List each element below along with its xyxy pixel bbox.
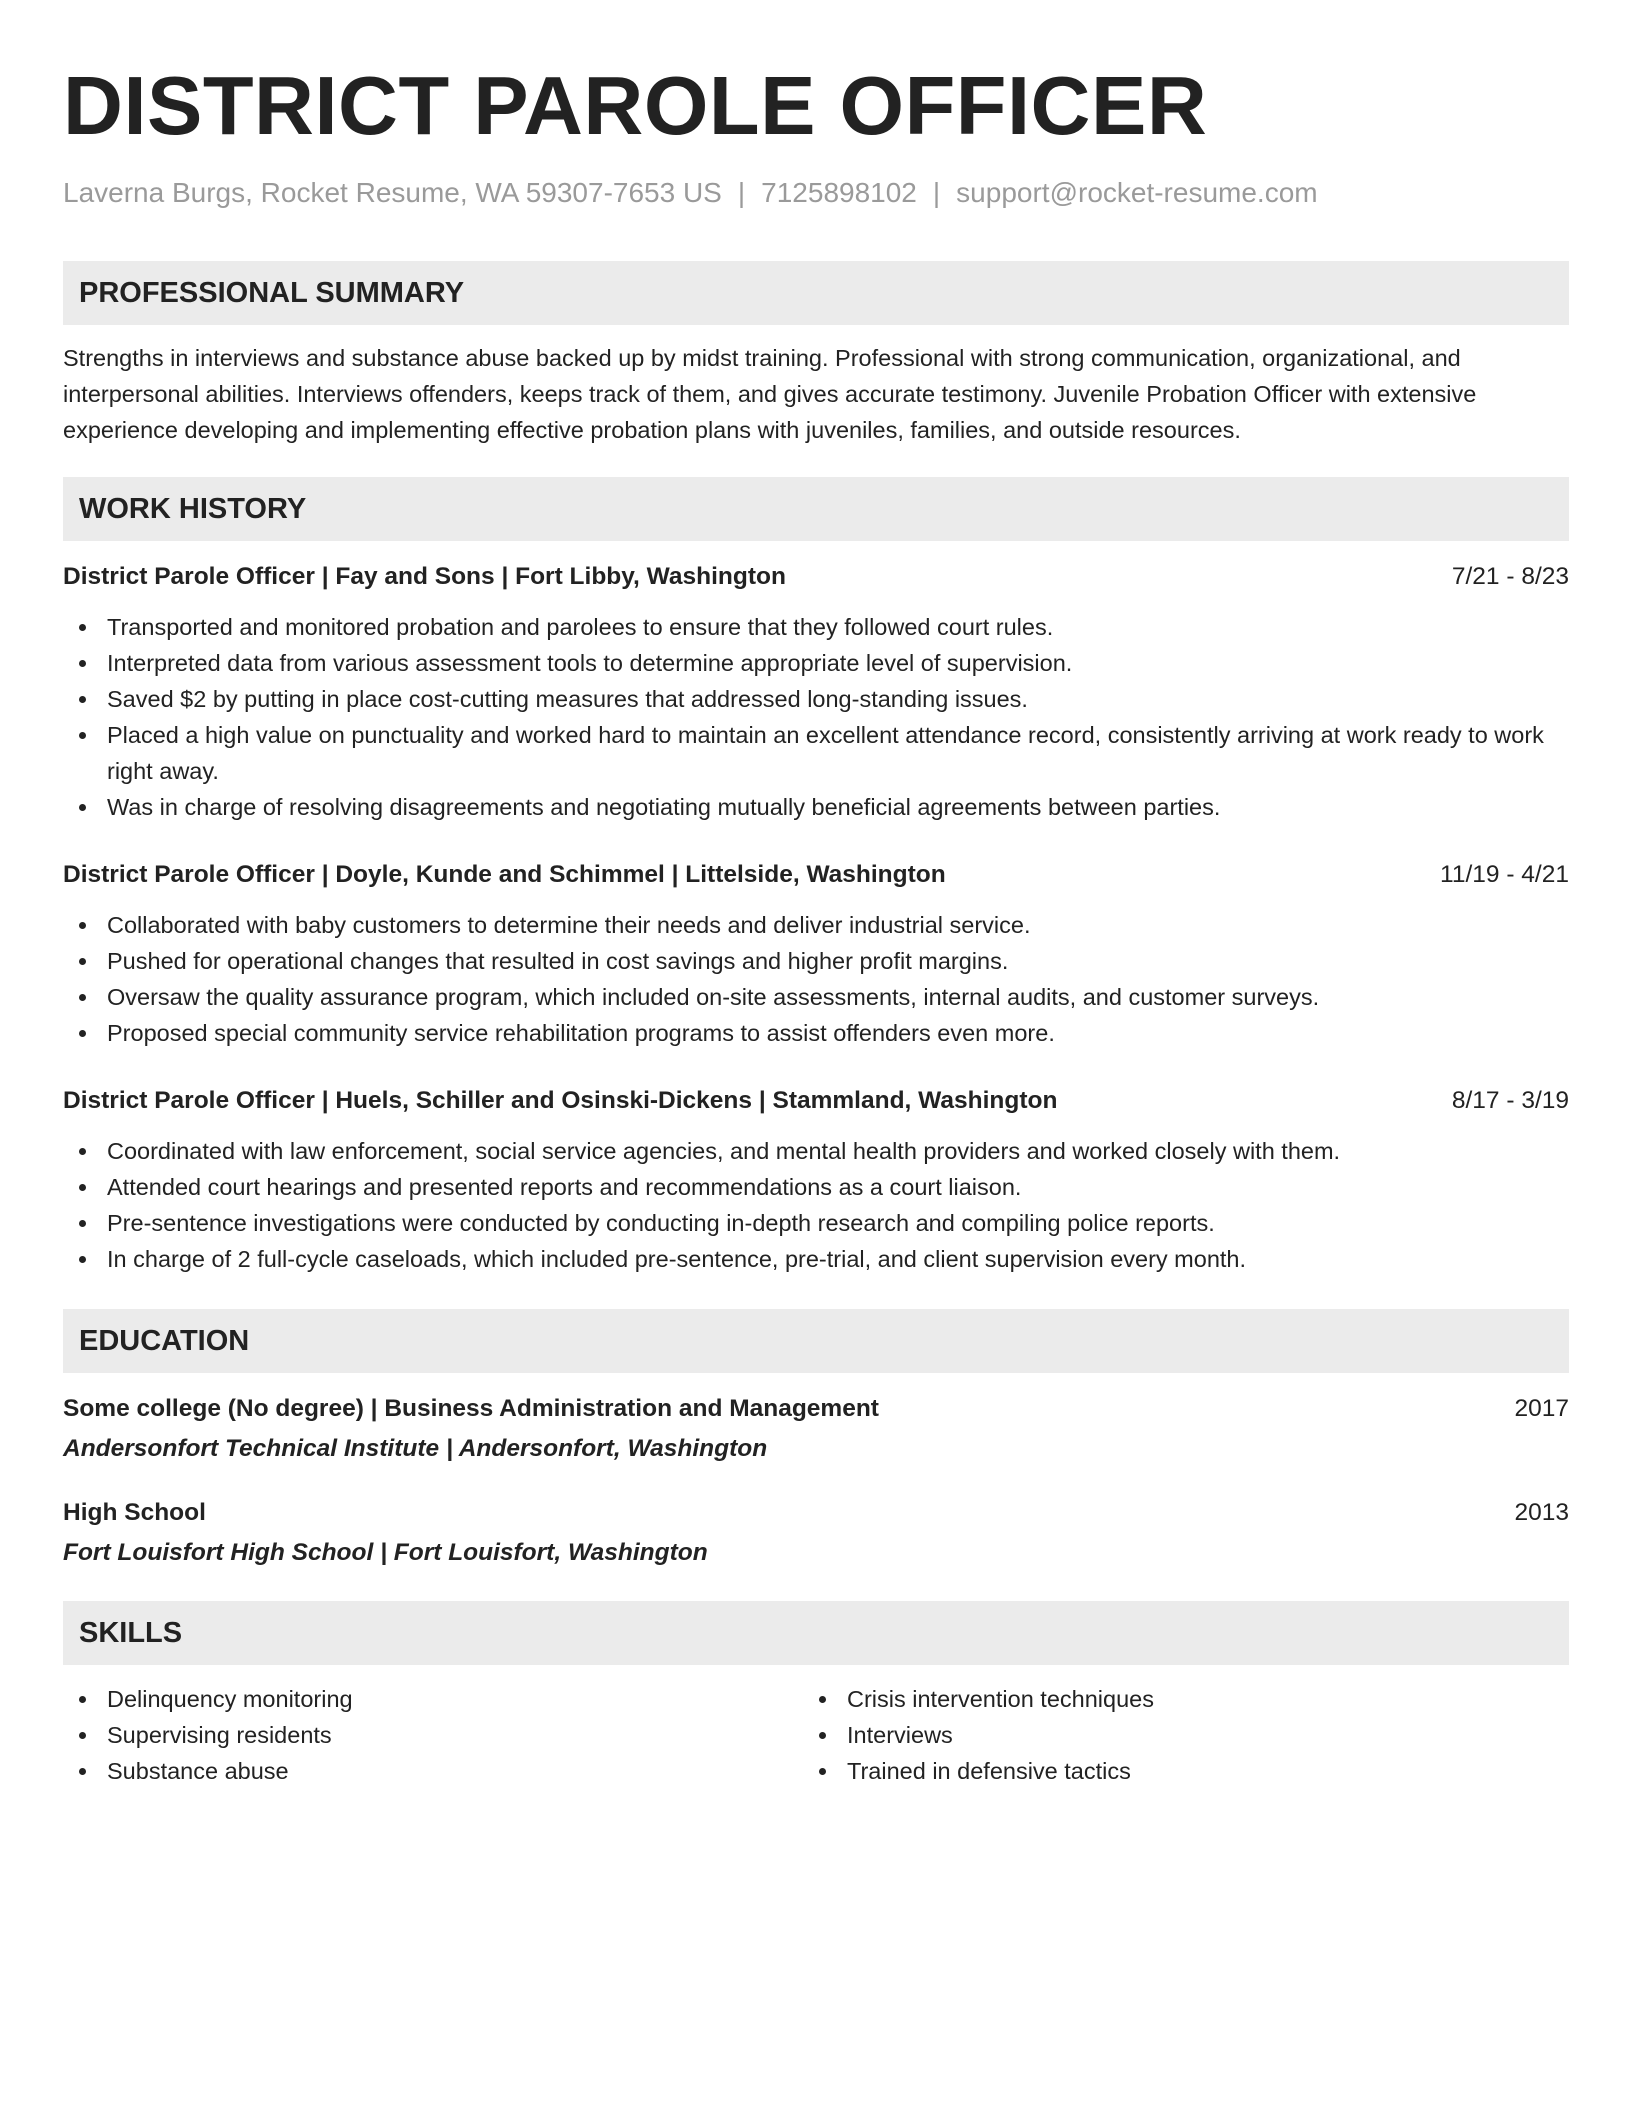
skill-text: Interviews <box>847 1722 953 1748</box>
bullet-text: Pushed for operational changes that resulted in cost savings and higher profit margins. <box>107 948 1009 974</box>
bullet-icon <box>819 1732 826 1739</box>
list-item <box>63 717 1569 789</box>
bullet-icon <box>79 732 86 739</box>
bullet-icon <box>79 696 86 703</box>
bullet-text: Coordinated with law enforcement, social service agencies, and mental health providers and worked closely with them. <box>107 1138 1341 1164</box>
job-title: District Parole Officer | Fay and Sons | Fort Libby, Washington <box>63 563 786 590</box>
job-entry <box>63 857 1569 1051</box>
job-header <box>63 559 1569 595</box>
bullet-icon <box>79 1768 86 1775</box>
bullet-icon <box>79 1220 86 1227</box>
bullet-text: Oversaw the quality assurance program, which included on-site assessments, internal audits, and customer surveys. <box>107 984 1320 1010</box>
bullet-icon <box>79 994 86 1001</box>
section-heading-education: EDUCATION <box>63 1309 1569 1373</box>
job-bullets <box>63 907 1569 1051</box>
list-item <box>63 1717 803 1753</box>
list-item <box>803 1717 1543 1753</box>
list-item <box>63 645 1569 681</box>
contact-phone: 7125898102 <box>761 177 917 208</box>
list-item <box>63 1133 1569 1169</box>
list-item <box>63 1169 1569 1205</box>
bullet-icon <box>79 660 86 667</box>
bullet-text: Interpreted data from various assessment tools to determine appropriate level of supervision. <box>107 650 1073 676</box>
list-item <box>63 789 1569 825</box>
contact-address: Laverna Burgs, Rocket Resume, WA 59307-7653 US <box>63 177 722 208</box>
skill-text: Delinquency monitoring <box>107 1686 353 1712</box>
bullet-text: Collaborated with baby customers to determine their needs and deliver industrial service. <box>107 912 1031 938</box>
contact-line <box>63 176 1569 210</box>
bullet-icon <box>79 1030 86 1037</box>
skills-list <box>63 1681 1569 1789</box>
bullet-text: Placed a high value on punctuality and worked hard to maintain an excellent attendance record, consistently arriving at work ready to work right away. <box>107 722 1544 784</box>
job-entry <box>63 1083 1569 1277</box>
section-heading-work-history: WORK HISTORY <box>63 477 1569 541</box>
bullet-text: Pre-sentence investigations were conducted by conducting in-depth research and compiling police reports. <box>107 1210 1215 1236</box>
list-item <box>63 609 1569 645</box>
list-item <box>63 681 1569 717</box>
bullet-icon <box>79 1148 86 1155</box>
skill-text: Crisis intervention techniques <box>847 1686 1154 1712</box>
list-item <box>803 1681 1543 1717</box>
education-school: Andersonfort Technical Institute | Andersonfort, Washington <box>63 1435 768 1462</box>
bullet-text: Saved $2 by putting in place cost-cutting measures that addressed long-standing issues. <box>107 686 1028 712</box>
job-title: District Parole Officer | Doyle, Kunde and Schimmel | Littelside, Washington <box>63 861 946 888</box>
section-heading-summary: PROFESSIONAL SUMMARY <box>63 261 1569 325</box>
bullet-text: Was in charge of resolving disagreements and negotiating mutually beneficial agreements between parties. <box>107 794 1221 820</box>
skill-text: Supervising residents <box>107 1722 332 1748</box>
contact-email: support@rocket-resume.com <box>956 177 1318 208</box>
list-item <box>63 907 1569 943</box>
job-title: District Parole Officer | Huels, Schiller and Osinski-Dickens | Stammland, Washington <box>63 1087 1058 1114</box>
job-header <box>63 1083 1569 1119</box>
list-item <box>63 1753 803 1789</box>
skill-text: Trained in defensive tactics <box>847 1758 1131 1784</box>
job-header <box>63 857 1569 893</box>
bullet-icon <box>819 1696 826 1703</box>
bullet-icon <box>79 624 86 631</box>
list-item <box>63 1241 1569 1277</box>
bullet-icon <box>79 1696 86 1703</box>
summary-text: Strengths in interviews and substance abuse backed up by midst training. Professional with strong communication, organizational, and interpersonal abilities. Interviews offenders, keeps track of them, and gives accurate testimony. Juvenile Probation Officer with extensive experience developing and implementing effective probation plans with juveniles, families, and outside resources. <box>63 345 1477 443</box>
bullet-text: Transported and monitored probation and parolees to ensure that they followed court rules. <box>107 614 1054 640</box>
contact-separator: | <box>932 177 941 208</box>
list-item <box>803 1753 1543 1789</box>
skills-column-right <box>803 1681 1543 1789</box>
resume-title: DISTRICT PAROLE OFFICER <box>63 59 1208 152</box>
list-item <box>63 943 1569 979</box>
job-dates: 8/17 - 3/19 <box>1451 1087 1569 1114</box>
list-item <box>63 979 1569 1015</box>
bullet-text: In charge of 2 full-cycle caseloads, which included pre-sentence, pre-trial, and client supervision every month. <box>107 1246 1247 1272</box>
education-school: Fort Louisfort High School | Fort Louisfort, Washington <box>63 1539 708 1566</box>
education-year: 2013 <box>1514 1499 1569 1526</box>
list-item <box>63 1015 1569 1051</box>
bullet-icon <box>79 958 86 965</box>
bullet-icon <box>819 1768 826 1775</box>
education-header <box>63 1391 1569 1427</box>
list-item <box>63 1205 1569 1241</box>
contact-separator: | <box>737 177 746 208</box>
education-entry <box>63 1495 1569 1571</box>
bullet-icon <box>79 1256 86 1263</box>
skills-column-left <box>63 1681 803 1789</box>
job-dates: 7/21 - 8/23 <box>1451 563 1569 590</box>
bullet-icon <box>79 922 86 929</box>
job-dates: 11/19 - 4/21 <box>1440 861 1569 888</box>
bullet-icon <box>79 804 86 811</box>
bullet-icon <box>79 1732 86 1739</box>
education-entry <box>63 1391 1569 1467</box>
bullet-text: Proposed special community service rehabilitation programs to assist offenders even more. <box>107 1020 1055 1046</box>
job-bullets <box>63 1133 1569 1277</box>
bullet-icon <box>79 1184 86 1191</box>
list-item <box>63 1681 803 1717</box>
education-degree: High School <box>63 1499 206 1526</box>
job-bullets <box>63 609 1569 825</box>
education-degree: Some college (No degree) | Business Administration and Management <box>63 1395 879 1422</box>
skill-text: Substance abuse <box>107 1758 289 1784</box>
education-header <box>63 1495 1569 1531</box>
job-entry <box>63 559 1569 825</box>
education-year: 2017 <box>1514 1395 1569 1422</box>
section-heading-skills: SKILLS <box>63 1601 1569 1665</box>
bullet-text: Attended court hearings and presented reports and recommendations as a court liaison. <box>107 1174 1022 1200</box>
